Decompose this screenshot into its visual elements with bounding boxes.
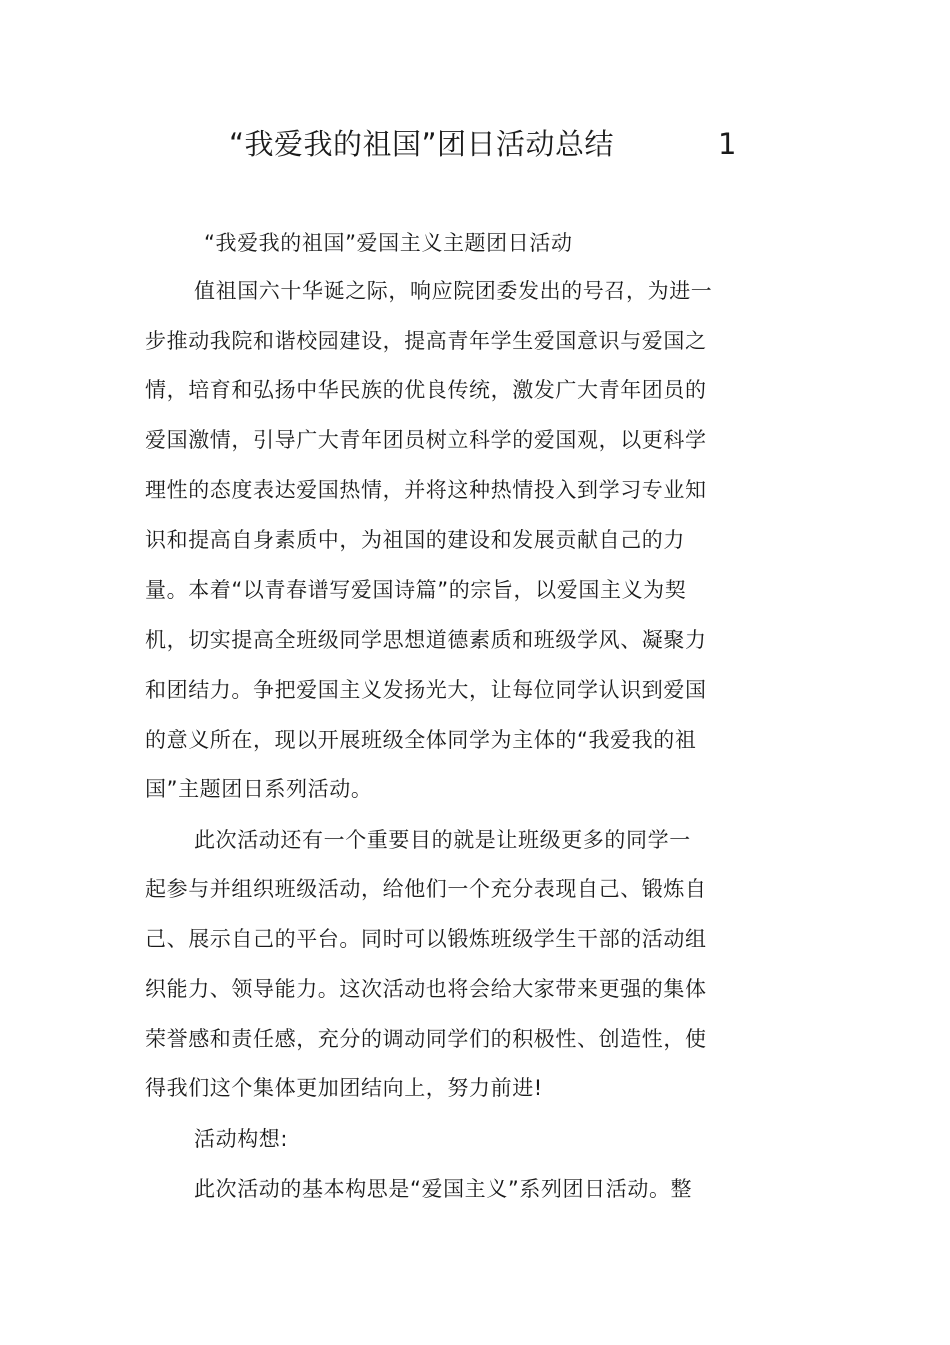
body-line: 己、展示自己的平台。同时可以锻炼班级学生干部的活动组 bbox=[145, 927, 707, 951]
body-line: 织能力、领导能力。这次活动也将会给大家带来更强的集体 bbox=[145, 977, 707, 1001]
section-heading: 活动构想: bbox=[194, 1127, 289, 1151]
body-line: 爱国激情，引导广大青年团员树立科学的爱国观，以更科学 bbox=[145, 428, 707, 452]
body-line: 得我们这个集体更加团结向上，努力前进! bbox=[145, 1076, 543, 1100]
body-line: 此次活动还有一个重要目的就是让班级更多的同学一 bbox=[194, 828, 691, 852]
body-line: 国”主题团日系列活动。 bbox=[145, 777, 373, 801]
body-line: 的意义所在，现以开展班级全体同学为主体的“我爱我的祖 bbox=[145, 728, 697, 752]
body-line: 此次活动的基本构思是“爱国主义”系列团日活动。整 bbox=[194, 1177, 693, 1201]
body-line: 机，切实提高全班级同学思想道德素质和班级学风、凝聚力 bbox=[145, 628, 707, 652]
body-line: 理性的态度表达爱国热情，并将这种热情投入到学习专业知 bbox=[145, 478, 707, 502]
body-line: 量。本着“以青春谱写爱国诗篇”的宗旨，以爱国主义为契 bbox=[145, 578, 687, 602]
body-line: 值祖国六十华诞之际，响应院团委发出的号召，为进一 bbox=[194, 279, 713, 303]
subtitle-line: “我爱我的祖国”爱国主义主题团日活动 bbox=[204, 231, 573, 255]
body-line: 起参与并组织班级活动，给他们一个充分表现自己、锻炼自 bbox=[145, 877, 707, 901]
body-line: 荣誉感和责任感，充分的调动同学们的积极性、创造性，使 bbox=[145, 1027, 707, 1051]
body-line: 和团结力。争把爱国主义发扬光大，让每位同学认识到爱国 bbox=[145, 678, 707, 702]
body-line: 识和提高自身素质中，为祖国的建设和发展贡献自己的力 bbox=[145, 528, 685, 552]
body-line: 步推动我院和谐校园建设，提高青年学生爱国意识与爱国之 bbox=[145, 329, 707, 353]
document-title: “我爱我的祖国”团日活动总结 bbox=[229, 127, 615, 161]
body-line: 情，培育和弘扬中华民族的优良传统，激发广大青年团员的 bbox=[145, 378, 707, 402]
document-title-number: 1 bbox=[718, 127, 737, 161]
